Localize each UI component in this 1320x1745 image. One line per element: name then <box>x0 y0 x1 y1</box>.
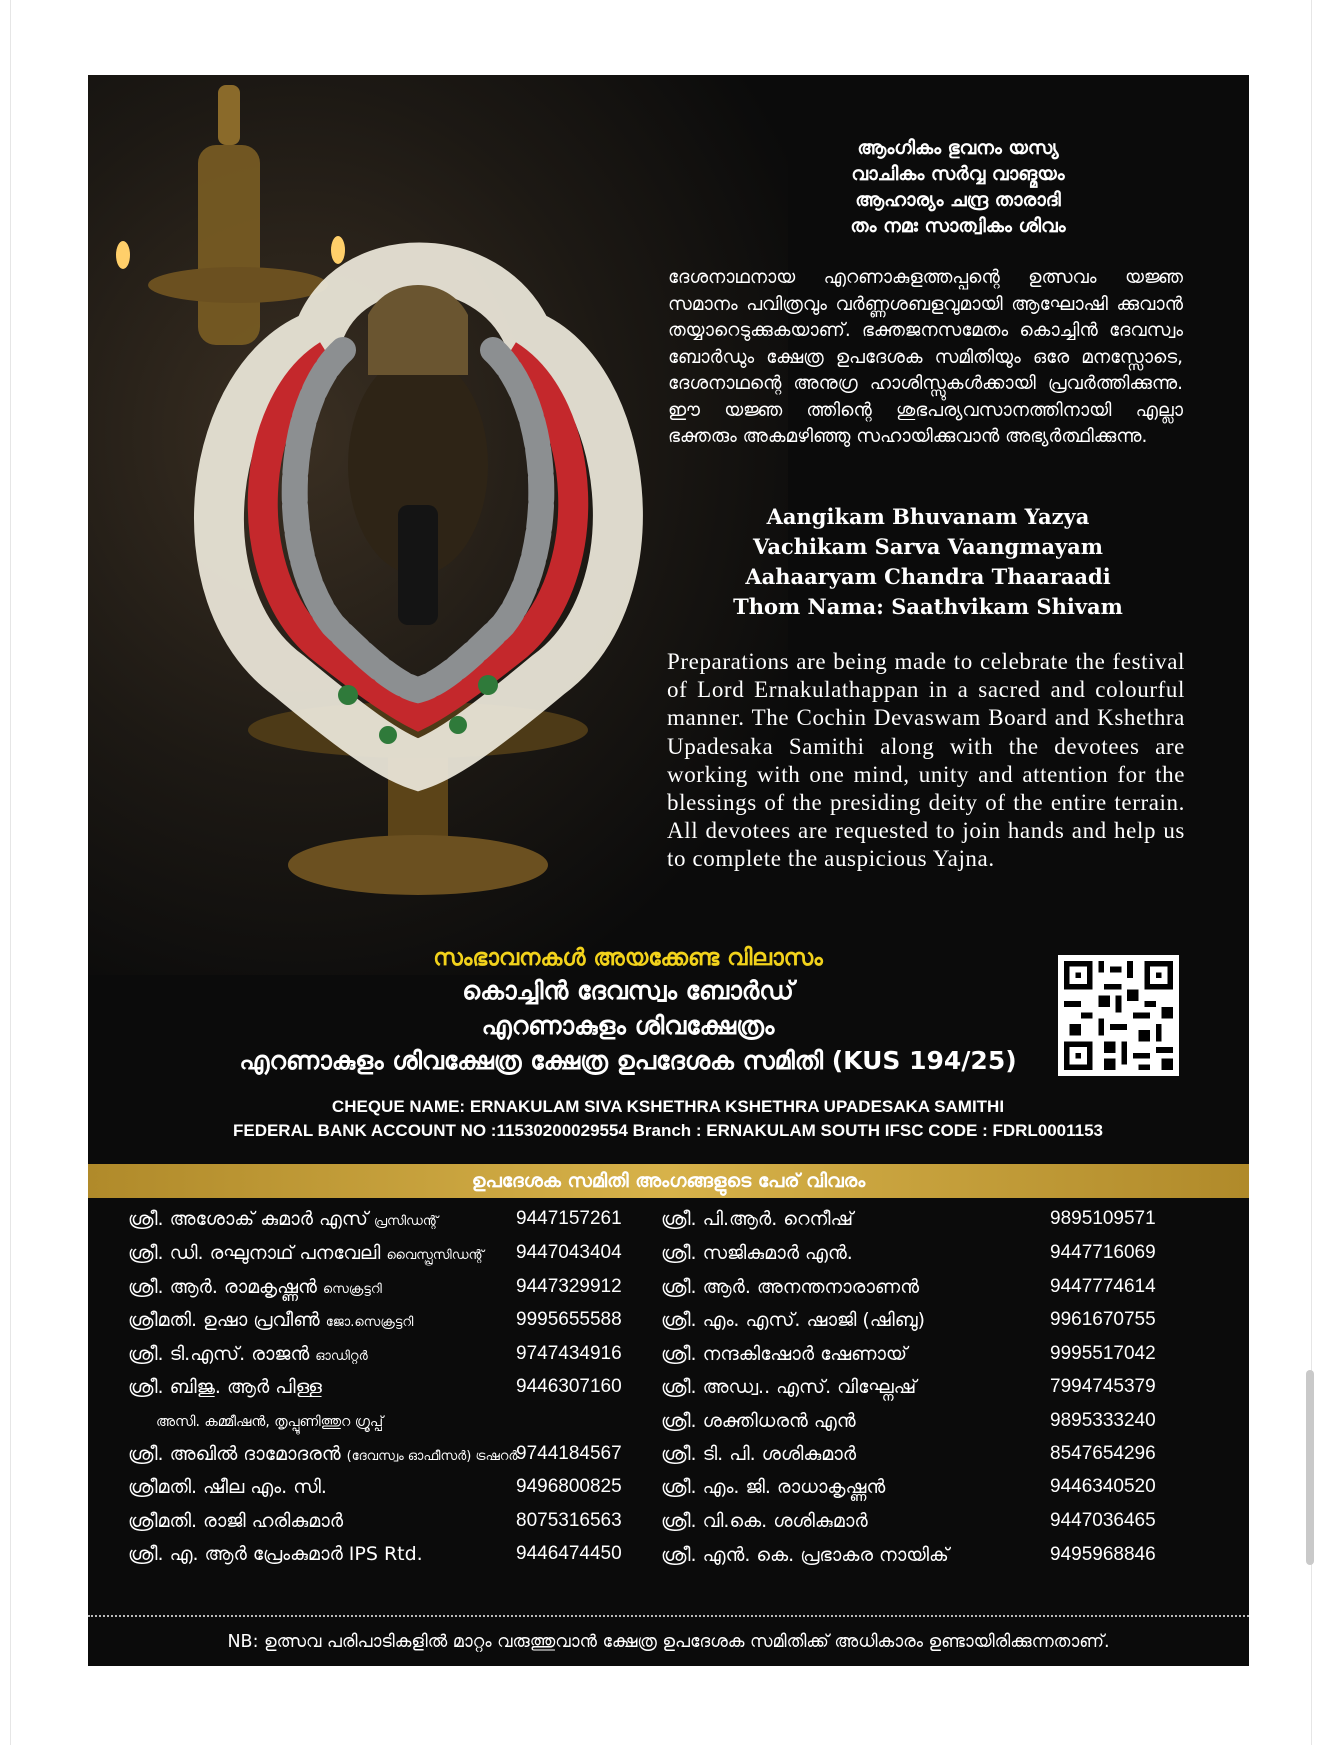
member-phone: 9447716069 <box>1050 1242 1156 1263</box>
member-phone: 9447036465 <box>1050 1510 1156 1531</box>
scrollbar-thumb[interactable] <box>1306 1370 1314 1565</box>
member-role: (ദേവസ്വം ഓഫീസർ) ട്രഷറർ <box>346 1449 518 1464</box>
member-phone: 9495968846 <box>1050 1544 1156 1565</box>
member-name: ശ്രീ. എം. ജി. രാധാകൃഷ്ണൻ <box>661 1476 886 1498</box>
member-phone: 9447329912 <box>516 1276 622 1297</box>
member-row-right <box>88 1376 1249 1406</box>
member-row-right <box>88 1476 1249 1506</box>
member-name-text: ശ്രീ. ബിജു. ആർ പിള്ള <box>128 1376 322 1398</box>
shloka-ml-line: തം നമഃ സാത്വികം ശിവം <box>850 215 1066 237</box>
member-name-text: ശ്രീമതി. ഷീല എം. സി. <box>128 1476 327 1498</box>
member-row-right <box>88 1410 1249 1440</box>
member-name: ശ്രീ. അഡ്വ.. എസ്. വിഘ്നേഷ് <box>661 1376 917 1398</box>
divider <box>88 1615 1249 1617</box>
member-role: ജോ.സെക്രട്ടറി <box>325 1315 414 1330</box>
member-row-right <box>88 1276 1249 1306</box>
malayalam-shloka <box>768 135 1148 239</box>
member-name: ശ്രീ. വി.കെ. ശശികുമാർ <box>661 1510 868 1532</box>
member-name: ശ്രീ. എം. എസ്. ഷാജി (ഷിബു) <box>661 1309 926 1331</box>
member-phone: 9446307160 <box>516 1376 622 1397</box>
member-phone: 9747434916 <box>516 1343 622 1364</box>
donation-address <box>178 943 1078 1078</box>
member-phone: 9447774614 <box>1050 1276 1156 1297</box>
members-heading: ഉപദേശക സമിതി അംഗങ്ങളുടെ പേര് വിവരം <box>88 1164 1249 1198</box>
member-row-right <box>88 1242 1249 1272</box>
member-row-right <box>88 1510 1249 1540</box>
member-role: സെക്രട്ടറി <box>322 1282 382 1297</box>
shloka-ml-line: വാചികം സർവ്വ വാങ്മയം <box>851 163 1065 185</box>
address-line: എറണാകുളം ശിവക്ഷേത്രം <box>481 1011 775 1040</box>
member-name-text: ശ്രീ. ആർ. രാമകൃഷ്ണൻ <box>128 1276 317 1298</box>
member-name: ശ്രീ. ടി. പി. ശശികുമാർ <box>661 1443 857 1465</box>
member-phone: 9895333240 <box>1050 1410 1156 1431</box>
member-phone: 9496800825 <box>516 1476 622 1497</box>
member-phone: 8075316563 <box>516 1510 622 1531</box>
member-name: ശ്രീ. പി.ആർ. റെനീഷ് <box>661 1208 854 1230</box>
cheque-name: CHEQUE NAME: ERNAKULAM SIVA KSHETHRA KSHETHRA UPADESAKA SAMITHI <box>331 1097 1005 1116</box>
shloka-en-line: Aangikam Bhuvanam Yazya <box>766 504 1090 529</box>
member-phone: 8547654296 <box>1050 1443 1156 1464</box>
member-name-text: ശ്രീ. അഖിൽ ദാമോദരൻ <box>128 1443 341 1465</box>
english-paragraph: Preparations are being made to celebrate the festival of Lord Ernakulathappan in a sacred and colourful manner. The Cochin Devaswam Board and Kshethra Upadesaka Samithi along with the devotees are working with one mind, unity and attention for the blessings of the presiding deity of the entire terrain. All devotees are requested to join hands and help us to complete the auspicious Yajna. <box>667 649 1185 872</box>
member-row-right <box>88 1343 1249 1373</box>
member-row-right <box>88 1208 1249 1238</box>
member-name: ശ്രീ. സജികുമാർ എൻ. <box>661 1242 853 1264</box>
address-line: കൊച്ചിൻ ദേവസ്വം ബോർഡ് <box>462 976 794 1005</box>
member-name: ശ്രീ. എൻ. കെ. പ്രഭാകര നായിക് <box>661 1544 949 1566</box>
member-phone: 9447043404 <box>516 1242 622 1263</box>
shloka-en-line: Vachikam Sarva Vaangmayam <box>752 534 1104 559</box>
member-phone: 9447157261 <box>516 1208 622 1229</box>
member-row-right <box>88 1443 1249 1473</box>
bank-account-line: FEDERAL BANK ACCOUNT NO :11530200029554 Branch : ERNAKULAM SOUTH IFSC CODE : FDRL0001153 <box>232 1121 1104 1140</box>
member-role: വൈസ്പ്രസിഡന്റ് <box>386 1248 484 1263</box>
shloka-en-line: Thom Nama: Saathvikam Shivam <box>733 594 1123 619</box>
english-shloka <box>688 502 1168 622</box>
bank-details <box>128 1095 1208 1143</box>
address-title: സംഭാവനകൾ അയക്കേണ്ട വിലാസം <box>433 945 823 971</box>
member-name: ശ്രീ. നന്ദകിഷോർ ഷേണായ് <box>661 1343 908 1365</box>
member-phone: 9744184567 <box>516 1443 622 1464</box>
footnote: NB: ഉത്സവ പരിപാടികളിൽ മാറ്റം വരുത്തുവാൻ ക്ഷേത്ര ഉപദേശക സമിതിക്ക് അധികാരം ഉണ്ടായിരിക്കുന്നതാണ്. <box>227 1632 1110 1652</box>
shloka-en-line: Aahaaryam Chandra Thaaraadi <box>745 564 1111 589</box>
member-role: പ്രസിഡന്റ് <box>373 1214 439 1229</box>
member-name: ശ്രീ. ശക്തിധരൻ എൻ <box>661 1410 856 1432</box>
member-phone: 7994745379 <box>1050 1376 1156 1397</box>
member-name-text: ശ്രീമതി. ഉഷാ പ്രവീൺ <box>128 1309 320 1331</box>
member-phone: 9446474450 <box>516 1543 622 1564</box>
member-row-right <box>88 1309 1249 1339</box>
member-phone: 9995655588 <box>516 1309 622 1330</box>
member-name-text: ശ്രീമതി. രാജി ഹരികുമാർ <box>128 1510 344 1532</box>
member-phone: 9446340520 <box>1050 1476 1156 1497</box>
member-phone: 9895109571 <box>1050 1208 1156 1229</box>
member-role: അസി. കമ്മീഷൻ, തൃപ്പൂണിത്തുറ ഗ്രൂപ്പ് <box>156 1414 384 1430</box>
malayalam-paragraph: ദേശനാഥനായ എറണാകുളത്തപ്പന്റെ ഉത്സവം യജ്ഞ സമാനം പവിത്രവും വർണ്ണശബളവുമായി ആഘോഷി ക്കുവാൻ തയ്യാറെടുക്കുകയാണ്. ഭക്തജനസമേതം കൊച്ചിൻ ദേവസ്വം ബോർഡും ക്ഷേത്ര ഉപദേശക സമിതിയും ഒരേ മനസ്സോടെ, ദേശനാഥന്റെ അനുഗ്ര ഹാശിസ്സുകൾക്കായി പ്രവർത്തിക്കുന്നു. ഈ യജ്ഞ ത്തിന്റെ ശുഭപര്യവസാനത്തിനായി എല്ലാ ഭക്തരും അകമഴിഞ്ഞു സഹായിക്കുവാൻ അഭ്യർത്ഥിക്കുന്നു. <box>668 267 1183 447</box>
shloka-ml-line: ആംഗികം ഭുവനം യസ്യ <box>857 137 1059 159</box>
member-name: ശ്രീ. ആർ. അനന്തനാരാണൻ <box>661 1276 919 1298</box>
qr-code-icon[interactable] <box>1058 955 1179 1076</box>
member-row-right <box>88 1544 1249 1574</box>
festival-notice-poster <box>88 75 1249 1666</box>
member-name-text: ശ്രീ. അശോക് കുമാർ എസ് <box>128 1208 368 1230</box>
member-name-text: ശ്രീ. ടി.എസ്. രാജൻ <box>128 1343 310 1365</box>
address-line: എറണാകുളം ശിവക്ഷേത്ര ക്ഷേത്ര ഉപദേശക സമിതി (KUS 194/25) <box>239 1046 1017 1075</box>
shloka-ml-line: ആഹാര്യം ചന്ദ്ര താരാദി <box>855 189 1061 211</box>
member-phone: 9961670755 <box>1050 1309 1156 1330</box>
member-phone: 9995517042 <box>1050 1343 1156 1364</box>
member-name-text: ശ്രീ. ഡി. രഘുനാഥ് പനവേലി <box>128 1242 381 1264</box>
member-name-text: ശ്രീ. എ. ആർ പ്രേംകുമാർ IPS Rtd. <box>128 1543 423 1565</box>
member-role: ഓഡിറ്റർ <box>315 1349 368 1364</box>
